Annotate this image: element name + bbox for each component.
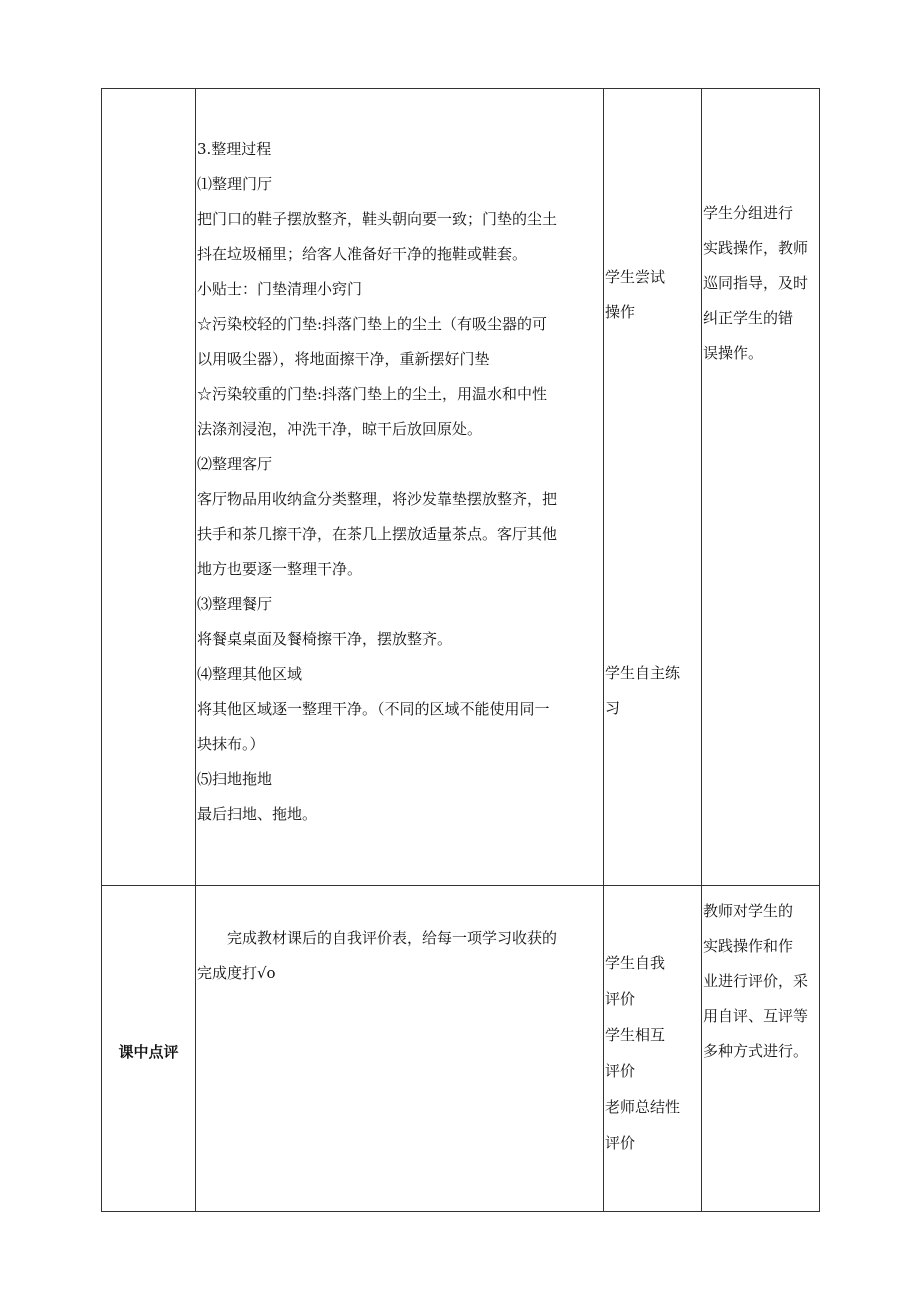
teacher-evaluation [703, 894, 820, 1069]
lesson-table [101, 88, 820, 1212]
student-activity-practice [605, 656, 699, 726]
student-line: 学生尝试 [605, 268, 666, 286]
row-label: 课中点评 [118, 1043, 179, 1061]
teacher-line: 用自评、互评等 [703, 1007, 809, 1025]
teacher-line: 实践操作，教师 [703, 239, 809, 257]
content-line: ⑶整理餐厅 [197, 595, 273, 613]
student-activity-trial [605, 260, 699, 330]
content-line: 最后扫地、拖地。 [197, 805, 318, 823]
content-line: 将餐桌桌面及餐椅擦干净，摆放整齐。 [197, 630, 453, 648]
student-line: 评价 [605, 1134, 636, 1152]
student-line: 老师总结性 [605, 1098, 681, 1116]
content-line: 把门口的鞋子摆放整齐，鞋头朝向要一致；门垫的尘土 [197, 210, 558, 228]
content-line: 3.整理过程 [197, 140, 272, 158]
content-line: ☆污染校轻的门垫:抖落门垫上的尘土（有吸尘器的可 [197, 315, 548, 333]
content-line: 完成度打√o [197, 964, 276, 982]
content-line: 扶手和茶几擦干净，在茶几上摆放适量茶点。客厅其他 [197, 525, 558, 543]
teacher-line: 学生分组进行 [703, 204, 794, 222]
content-line: 法涤剂浸泡，冲洗干净，晾干后放回原处。 [197, 420, 483, 438]
content-line: 小贴士：门垫清理小窍门 [197, 280, 363, 298]
content-line: 抖在垃圾桶里；给客人准备好干净的拖鞋或鞋套。 [197, 245, 528, 263]
content-line: 地方也要逐一整理干净。 [197, 560, 363, 578]
content-line: 完成教材课后的自我评价表，给每一项学习收获的 [227, 929, 558, 947]
teacher-line: 多种方式进行。 [703, 1042, 809, 1060]
teacher-line: 纠正学生的错 [703, 309, 794, 327]
student-line: 评价 [605, 1062, 636, 1080]
process-content [197, 132, 607, 832]
column-divider [195, 89, 196, 1211]
content-line: ⑸扫地拖地 [197, 770, 273, 788]
content-line: ⑴整理门厅 [197, 175, 273, 193]
student-evaluation [605, 945, 699, 1161]
review-content [197, 921, 607, 991]
content-line: ⑷整理其他区域 [197, 665, 303, 683]
student-line: 评价 [605, 990, 636, 1008]
teacher-line: 误操作。 [703, 344, 764, 362]
content-line: ☆污染较重的门垫:抖落门垫上的尘土，用温水和中性 [197, 385, 548, 403]
teacher-line: 实践操作和作 [703, 937, 794, 955]
content-line: 将其他区域逐一整理干净。（不同的区域不能使用同一 [197, 700, 550, 718]
content-line: 块抹布。） [197, 735, 265, 753]
content-line: ⑵整理客厅 [197, 455, 273, 473]
content-line: 客厅物品用收纳盒分类整理，将沙发靠垫摆放整齐，把 [197, 490, 558, 508]
student-line: 学生自主练 [605, 664, 681, 682]
student-line: 学生相互 [605, 1026, 666, 1044]
teacher-activity [703, 196, 820, 371]
student-line: 习 [605, 699, 621, 717]
row-divider [102, 885, 819, 886]
student-line: 学生自我 [605, 954, 666, 972]
column-divider [701, 89, 702, 1211]
teacher-line: 教师对学生的 [703, 902, 794, 920]
teacher-line: 巡同指导，及时 [703, 274, 809, 292]
teacher-line: 业进行评价，采 [703, 972, 809, 990]
content-line: 以用吸尘器），将地面擦干净，重新摆好门垫 [197, 350, 490, 368]
student-line: 操作 [605, 303, 636, 321]
